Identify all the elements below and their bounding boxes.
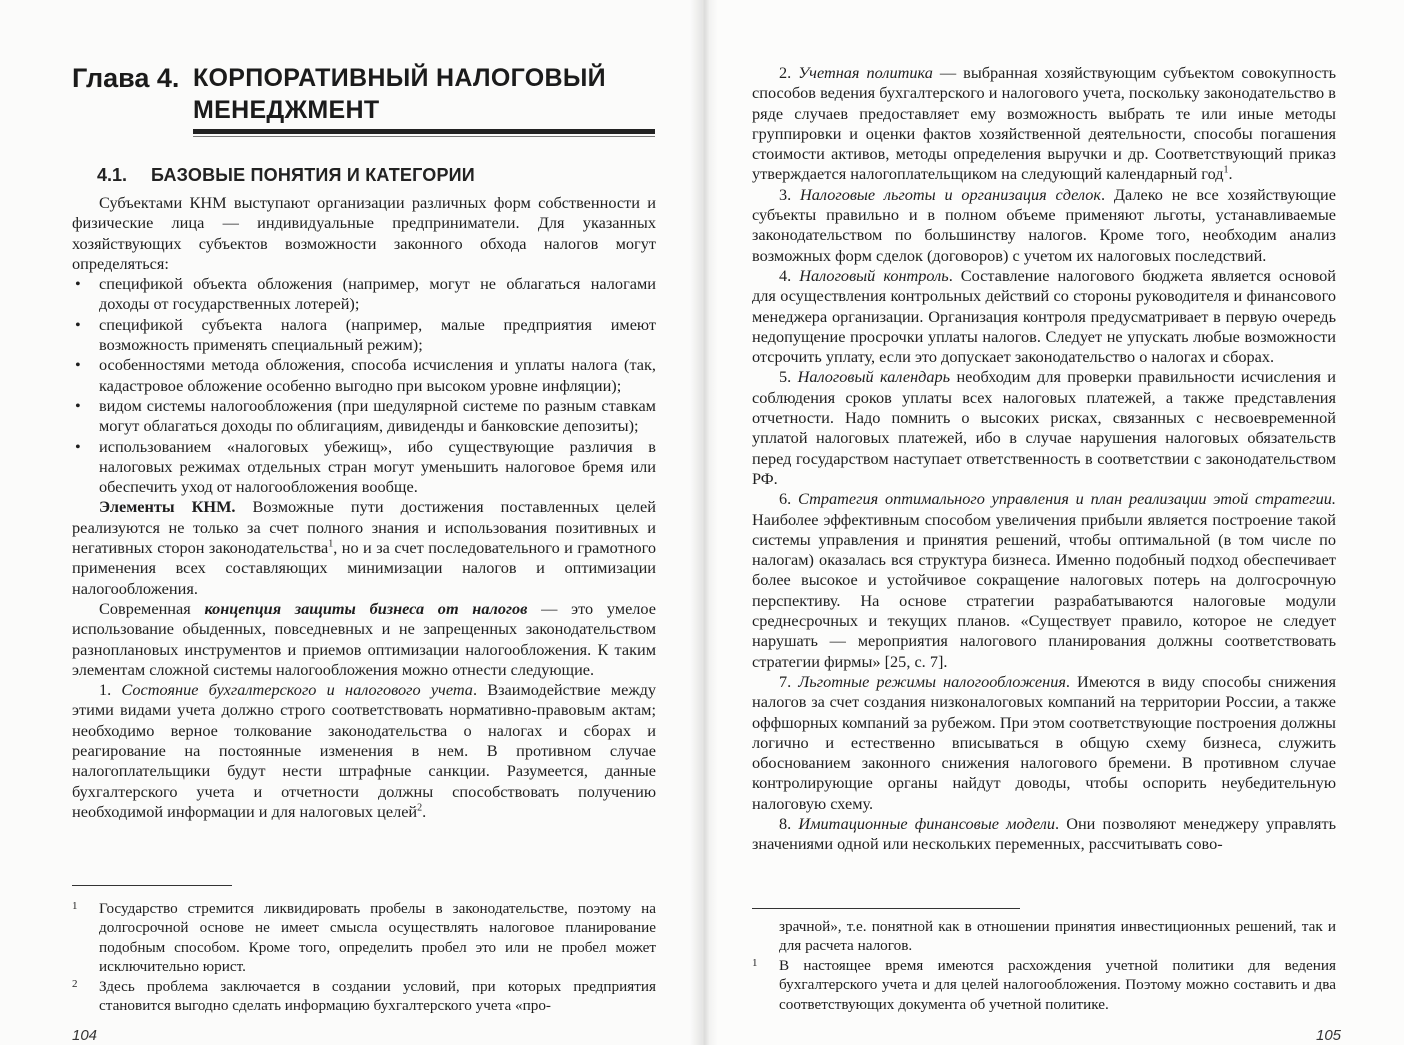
item-heading: Имитационные финансовые модели — [798, 813, 1055, 833]
list-item — [72, 396, 656, 437]
numbered-paragraph — [752, 672, 1336, 814]
conditions-list — [72, 274, 656, 497]
chapter-rule-thin — [193, 136, 655, 137]
chapter-title-line1: КОРПОРАТИВНЫЙ НАЛОГОВЫЙ — [193, 64, 606, 92]
list-item-text: спецификой субъекта налога (например, малые предприятия имеют возможность применять специальный режим); — [99, 314, 656, 355]
right-body-text — [752, 63, 1336, 855]
footnote — [72, 977, 656, 1016]
bullet-icon: • — [75, 314, 81, 334]
left-footnotes — [72, 899, 656, 1015]
item-number: 4. — [779, 265, 800, 285]
numbered-paragraph — [752, 185, 1336, 266]
page-number-right: 105 — [1316, 1027, 1342, 1044]
item-text: . Составление налогового бюджета является основой для осуществления контрольных действий со стороны руководителя и финансового менеджера организации. Организация контроля предусматривает в первую очередь недопущение просрочки уплаты налогов. Следует не упускать любые возможности отсрочить уплату, если это допускает законодательство о налогах и сборах. — [752, 265, 1336, 367]
numbered-paragraph — [752, 367, 1336, 489]
chapter-title — [193, 62, 606, 126]
list-item — [72, 315, 656, 356]
footnote-mark: 1 — [752, 956, 758, 969]
item-heading: Стратегия оптимального управления и план реализации этой стратегии. — [798, 489, 1337, 509]
left-body-text — [72, 193, 656, 822]
item-number: 2. — [779, 63, 799, 82]
concept-paragraph — [72, 599, 656, 680]
item-text: Наиболее эффективным способом увеличения прибыли является построение такой системы управления и принятия решений, чтобы оптимальной (в том числе по налогам) оказалась вся структура бизнеса. Именно подобный подход обеспечивает более высокое и устойчивое сокращение налоговых потерь на долгосрочную перспективу. На основе стратегии разрабатываются налоговые модули среднесрочных и текущих планов. «Существует правило, которое не следует нарушать — мероприятия налогового планирования должны соответствовать стратегии фирмы» [25, с. 7]. — [752, 509, 1336, 671]
item-heading: Налоговые льготы и организация сделок — [800, 184, 1102, 204]
list-item — [72, 355, 656, 396]
numbered-paragraph — [752, 266, 1336, 367]
section-number: 4.1. — [97, 165, 128, 185]
item-heading: Налоговый контроль — [799, 265, 949, 285]
elements-text-b: , но и за счет последовательного и грамотного применения всех составляющих минимизации налогов и оптимизации налогообложения. — [72, 538, 656, 598]
chapter-rule — [193, 129, 655, 134]
item-number: 7. — [779, 671, 799, 691]
list-item-text: спецификой объекта обложения (например, могут не облагаться налогами доходы от государственных лотерей); — [99, 274, 656, 314]
numbered-paragraph — [752, 63, 1336, 185]
item-heading: Учетная политика — [798, 63, 933, 82]
concept-lead: Современная — [99, 598, 205, 618]
footnote-text: В настоящее время имеются расхождения учетной политики для ведения бухгалтерского учета и для целей налогообложения. Поэтому можно составить и два соответствующих документа об учетной политике. — [779, 956, 1336, 1013]
bullet-icon: • — [75, 436, 81, 456]
list-item-text: видом системы налогообложения (при шедулярной системе по разным ставкам могут облагаться доходы по облигациям, дивиденды и банковские депозиты); — [99, 395, 656, 436]
item-end: . — [1228, 164, 1233, 184]
item-number: 6. — [779, 489, 798, 509]
item-number: 3. — [779, 184, 800, 204]
list-item — [72, 274, 656, 315]
bullet-icon: • — [75, 355, 81, 375]
right-footnotes — [752, 917, 1336, 1014]
item-text: — выбранная хозяйствующим субъектом совокупность способов ведения бухгалтерского и налогового учета, поскольку законодательство в ряде случаев предоставляет ему возможность выбрать те или иные методы группировки и оценки фактов хозяйственной деятельности, способы погашения стоимости активов, методы определения выручки и др. Соответствующий приказ утверждается налогоплательщиком на следующий календарный год — [752, 63, 1336, 184]
book-gutter — [690, 0, 718, 1045]
footnote-ref-1: 1 — [328, 538, 334, 550]
item-text: . Далеко не все хозяйствующие субъекты правильно и в полном объеме применяют льготы, устанавливаемые законодательством по большинству налогов. Кроме того, необходим анализ возможных форм сделок (договоров) с учетом их налоговых последствий. — [752, 184, 1336, 265]
item-number: 8. — [779, 813, 799, 833]
list-item-text: использованием «налоговых убежищ», ибо существующие различия в налоговых режимах отдельных стран могут уменьшить налоговое бремя или обеспечить уход от налогообложения вообще. — [99, 436, 656, 497]
item-text: . Имеются в виду способы снижения налогов за счет создания низконалоговых компаний на территории России, а также оффшорных компаний за рубежом. При этом соответствующие построения должны логично и естественно вписываться в общую схему бизнеса, служить обоснованием законного снижения налогового бремени. В противном случае контролирующие органы найдут доводы, чтобы оспорить неубедительную налоговую схему. — [752, 671, 1336, 813]
page-number-left: 104 — [72, 1027, 98, 1044]
item-text: . Они позволяют менеджеру управлять значениями одной или нескольких переменных, рассчитывать сово- — [752, 813, 1336, 854]
concept-text: — это умелое использование обыденных, повседневных и не запрещенных законодательством разноплановых инструментов и приемов оптимизации налогообложения. К таким элементам сложной системы налогообложения можно отнести следующие. — [72, 598, 656, 679]
item-heading: Льготные режимы налогообложения — [798, 671, 1066, 691]
item-end: . — [422, 801, 427, 821]
footnote-divider — [72, 885, 232, 886]
elements-lead: Элементы КНМ. — [99, 497, 236, 517]
list-item — [72, 437, 656, 498]
item-text: . Взаимодействие между этими видами учета должно строго соответствовать нормативно-правовым актам; необходимо верное толкование законодательства о налогах и сборах и реагирование на постоянные изменения в нем. В противном случае налогоплательщики будут нести штрафные санкции. Разумеется, данные бухгалтерского учета и отчетности должны способствовать получению необходимой информации и для налоговых целей — [72, 680, 657, 821]
footnote-mark: 2 — [72, 977, 78, 990]
intro-paragraph: Субъектами КНМ выступают организации различных форм собственности и физические лица — индивидуальные предприниматели. Для указанных хозяйствующих субъектов возможности законного обхода налогов могут определяться: — [72, 193, 656, 273]
numbered-paragraph — [752, 814, 1336, 855]
bullet-icon: • — [75, 395, 81, 415]
item-number: 5. — [779, 367, 798, 387]
footnote-continuation: зрачной», т.е. понятной как в отношении принятия инвестиционных решений, так и для расчета налогов. — [779, 918, 1336, 955]
footnote-ref-1: 1 — [1223, 165, 1229, 177]
bullet-icon: • — [75, 274, 81, 294]
footnote — [752, 956, 1336, 1014]
footnote-text: Государство стремится ликвидировать пробелы в законодательстве, поэтому на долгосрочной основе не имеет смысла осуществлять налоговое планирование подобным способом. Кроме того, определить пробел это или не пробел может исключительно юрист. — [99, 900, 656, 976]
item-heading: Налоговый календарь — [797, 367, 951, 387]
section-title: БАЗОВЫЕ ПОНЯТИЯ И КАТЕГОРИИ — [151, 165, 475, 185]
elements-text-a: Возможные пути достижения поставленных целей реализуются не только за счет полного знания и использования позитивных и негативных сторон законодательства — [72, 497, 656, 558]
list-item-text: особенностями метода обложения, способа исчисления и уплаты налога (так, кадастровое обложение особенно выгодно при высоком уровне инфляции); — [99, 355, 656, 395]
footnote — [72, 899, 656, 977]
footnote-mark: 1 — [72, 900, 78, 912]
elements-paragraph — [72, 497, 656, 598]
item-text: необходим для проверки правильности исчисления и соблюдения сроков уплаты всех налоговых платежей, а также представления отчетности. Надо помнить о высоких рисках, связанных с несвоевременной уплатой налоговых платежей, ибо в случае нарушения налоговых обязательств перед государством наступает ответственность в соответствии с законодательством РФ. — [752, 367, 1336, 488]
footnote-text: Здесь проблема заключается в создании условий, при которых предприятия становится выгодно сделать информацию бухгалтерского учета «про- — [99, 977, 656, 1015]
footnote-divider — [752, 908, 1020, 909]
numbered-paragraph — [752, 489, 1336, 672]
footnote-ref-2: 2 — [417, 802, 423, 814]
item-heading: Состояние бухгалтерского и налогового учета — [121, 680, 473, 700]
concept-term: концепция защиты бизнеса от налогов — [204, 598, 528, 618]
item-1-paragraph — [72, 680, 656, 822]
chapter-number: Глава 4. — [72, 63, 180, 93]
chapter-title-line2: МЕНЕДЖМЕНТ — [193, 96, 380, 124]
item-number: 1. — [99, 680, 122, 700]
